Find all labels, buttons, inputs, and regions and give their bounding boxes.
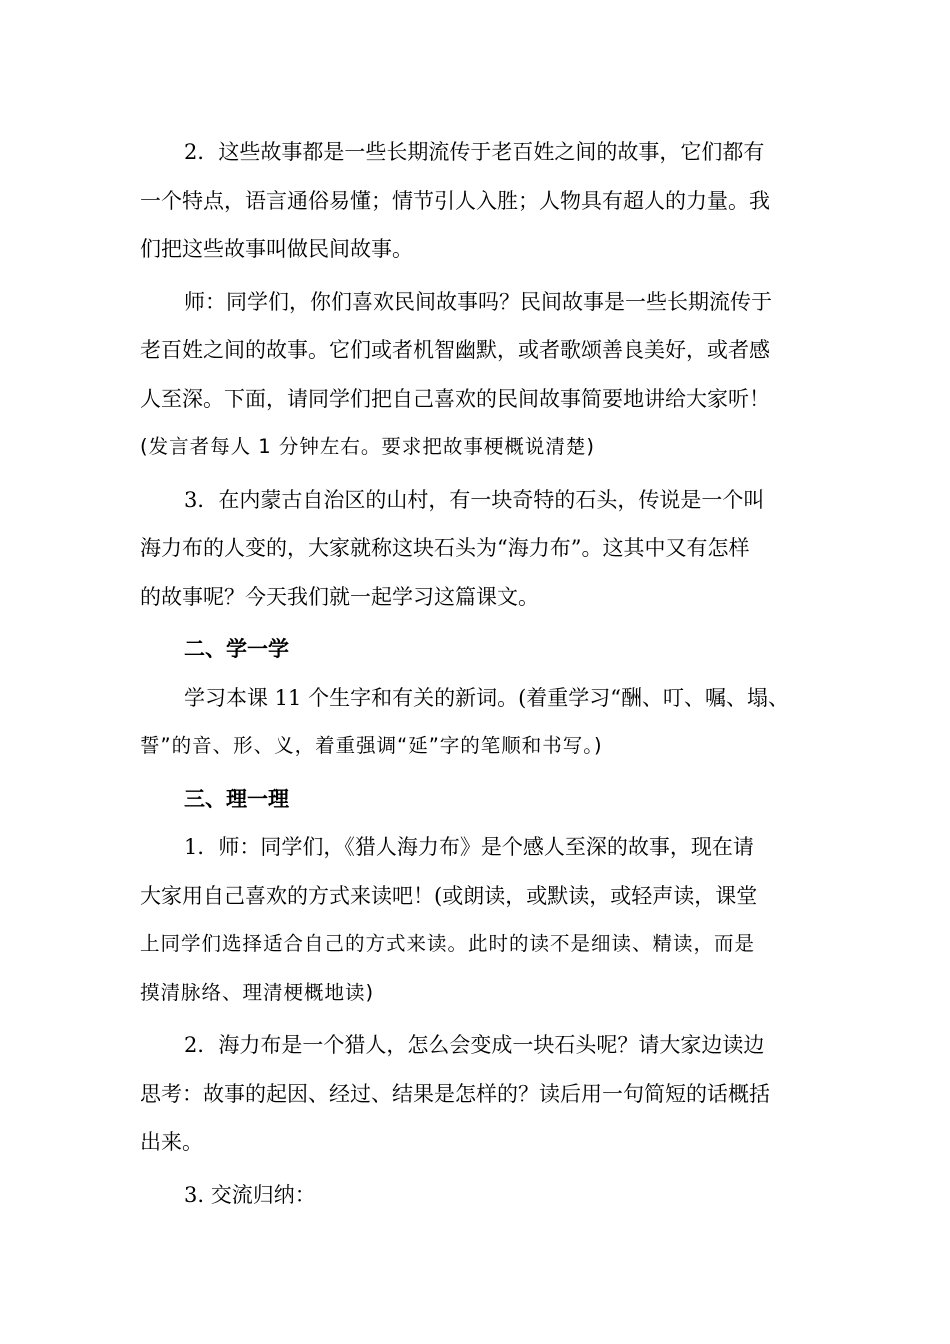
text-line-note: 誓”的音、形、义，着重强调“延”字的笔顺和书写。) xyxy=(140,734,603,757)
text-line: 的故事呢？今天我们就一起学习这篇课文。 xyxy=(140,584,539,609)
paragraph-new-words xyxy=(140,674,820,771)
text-line: 思考：故事的起因、经过、结果是怎样的？读后用一句简短的话概括 xyxy=(140,1081,770,1106)
paragraph-teacher-question xyxy=(140,278,820,472)
document-page xyxy=(140,128,820,1219)
text-line: 人至深。下面，请同学们把自己喜欢的民间故事简要地讲给大家听！ xyxy=(140,386,770,411)
text-line: 老百姓之间的故事。它们或者机智幽默，或者歌颂善良美好，或者感 xyxy=(140,338,770,362)
text-line: 学习本课 11 个生字和有关的新词。(着重学习“酬、叮、嘱、塌、 xyxy=(184,685,789,710)
paragraph-hailibu-stone xyxy=(140,476,820,622)
text-line-note: (发言者每人 1 分钟左右。要求把故事梗概说清楚) xyxy=(140,435,596,458)
text-line: 3．在内蒙古自治区的山村，有一块奇特的石头，传说是一个叫 xyxy=(184,487,765,512)
text-line: 2．海力布是一个猎人，怎么会变成一块石头呢？请大家边读边 xyxy=(184,1033,765,1057)
text-line: 3. 交流归纳： xyxy=(184,1182,316,1207)
text-line: 出来。 xyxy=(140,1130,203,1154)
text-line: 们把这些故事叫做民间故事。 xyxy=(140,237,413,261)
text-line: 海力布的人变的，大家就称这块石头为“海力布”。这其中又有怎样 xyxy=(140,536,750,560)
text-line: 2．这些故事都是一些长期流传于老百姓之间的故事，它们都有 xyxy=(184,140,765,164)
heading-text: 三、理一理 xyxy=(184,785,289,811)
text-line: 师：同学们，你们喜欢民间故事吗？民间故事是一些长期流传于 xyxy=(184,289,772,314)
paragraph-summary xyxy=(140,1171,820,1220)
text-line: 大家用自己喜欢的方式来读吧！(或朗读，或默读，或轻声读，课堂 xyxy=(140,883,758,908)
section-heading-learn xyxy=(140,625,820,674)
heading-text: 二、学一学 xyxy=(184,636,289,661)
paragraph-folk-story-intro xyxy=(140,128,820,274)
text-line-note: 上同学们选择适合自己的方式来读。此时的读不是细读、精读，而是 xyxy=(140,932,756,955)
section-heading-sort xyxy=(140,775,820,824)
paragraph-reading-methods xyxy=(140,823,820,1017)
text-line: 1．师：同学们，《猎人海力布》是个感人至深的故事，现在请 xyxy=(184,835,754,859)
text-line-note: 摸清脉络、理清梗概地读) xyxy=(140,980,375,1004)
paragraph-story-structure xyxy=(140,1021,820,1167)
text-line: 一个特点，语言通俗易懂；情节引人入胜；人物具有超人的力量。我 xyxy=(140,188,770,213)
